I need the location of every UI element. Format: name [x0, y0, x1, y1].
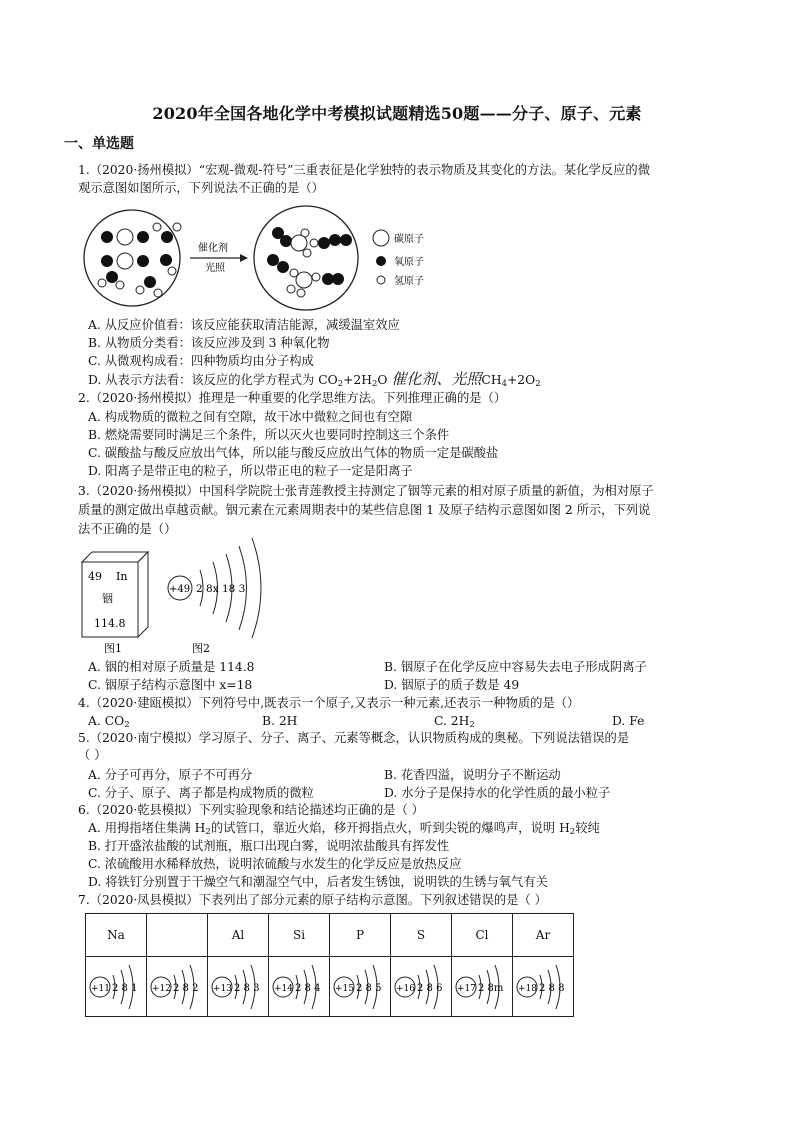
table-row-structures — [86, 957, 574, 1017]
table-cell-symbol — [147, 914, 208, 957]
electron-shells: 2 8x 18 3 — [196, 583, 246, 595]
nucleus-charge: +16 — [396, 984, 415, 994]
q1-option-a: A. 从反应价值看：该反应能获取清洁能源，减缓温室效应 — [88, 318, 400, 332]
electron-shells: 2 8m — [478, 983, 504, 994]
q3-option-b: B. 铟原子在化学反应中容易失去电子形成阴离子 — [384, 660, 647, 674]
atom-diagram-cell — [513, 957, 574, 1017]
q4-option-b: B. 2H — [262, 714, 298, 728]
atom-diagram-cell — [86, 957, 147, 1017]
cell-atomic-number: 49 — [88, 570, 102, 583]
q2-option-b: B. 燃烧需要同时满足三个条件，所以灭火也要同时控制这三个条件 — [88, 428, 450, 442]
q1-arrow-label-bottom: 光照 — [205, 263, 225, 274]
atom-diagram-cell — [147, 957, 208, 1017]
q4-option-a: A. $CO_2$ — [88, 714, 130, 730]
electron-shells: 2 8 1 — [112, 983, 138, 994]
q3-stem-line3: 法不正确的是（） — [78, 522, 177, 536]
q1-arrow-label-top: 催化剂 — [198, 243, 228, 254]
table-cell-symbol: P — [330, 914, 391, 957]
q6-option-c: C. 浓硫酸用水稀释放热，说明浓硫酸与水发生的化学反应是放热反应 — [88, 857, 462, 871]
atom-diagram-cell — [330, 957, 391, 1017]
q3-option-a: A. 铟的相对原子质量是 114.8 — [88, 660, 255, 674]
table-cell-symbol: Al — [208, 914, 269, 957]
legend-oxygen: 氧原子 — [394, 257, 424, 268]
q1-stem-line1: 1.（2020·扬州模拟）“宏观-微观-符号”三重表征是化学独特的表示物质及其变化的方法。某化学反应的微 — [78, 163, 650, 177]
table-cell-symbol: Cl — [452, 914, 513, 957]
q5-stem-line2: （ ） — [78, 748, 107, 762]
page-title: 2020年全国各地化学中考模拟试题精选50题——分子、原子、元素 — [152, 104, 642, 123]
electron-shells: 2 8 3 — [234, 983, 260, 994]
q3-stem-line2: 质量的测定做出卓越贡献。铟元素在元素周期表中的某些信息图 1 及原子结构示意图如图 2 所示，下列说 — [78, 503, 651, 517]
table-cell-symbol: Ar — [513, 914, 574, 957]
q7-stem: 7.（2020·凤县模拟）下表列出了部分元素的原子结构示意图。下列叙述错误的是（ ） — [78, 893, 547, 907]
nucleus-charge: +49 — [169, 584, 191, 595]
legend-hydrogen: 氢原子 — [394, 276, 424, 287]
nucleus-charge: +17 — [457, 984, 476, 994]
atom-diagram-cell — [452, 957, 513, 1017]
table-cell-symbol: Na — [86, 914, 147, 957]
atom-diagram-cell — [269, 957, 330, 1017]
q6-stem: 6.（2020·乾县模拟）下列实验现象和结论描述均正确的是（ ） — [78, 803, 424, 817]
q1-reaction-diagram — [80, 205, 440, 313]
nucleus-charge: +12 — [152, 984, 171, 994]
q3-option-c: C. 铟原子结构示意图中 x=18 — [88, 678, 253, 692]
electron-shells: 2 8 4 — [295, 983, 321, 994]
q4-option-d: D. Fe — [612, 714, 645, 728]
section-heading: 一、单选题 — [64, 136, 134, 152]
q5-option-c: C. 分子、原子、离子都是构成物质的微粒 — [88, 786, 314, 800]
q1-option-b: B. 从物质分类看：该反应涉及到 3 种氧化物 — [88, 336, 330, 350]
q5-option-a: A. 分子可再分，原子不可再分 — [88, 768, 253, 782]
table-cell-symbol: S — [391, 914, 452, 957]
q5-option-b: B. 花香四溢，说明分子不断运动 — [384, 768, 561, 782]
table-cell-symbol: Si — [269, 914, 330, 957]
table-row-symbols — [86, 914, 574, 957]
q4-stem: 4.（2020·建瓯模拟）下列符号中,既表示一个原子,又表示一种元素,还表示一种物质的是（） — [78, 696, 580, 710]
q5-option-d: D. 水分子是保持水的化学性质的最小粒子 — [384, 786, 611, 800]
atom-diagram-cell — [208, 957, 269, 1017]
catalyst-condition: 催化剂、光照 — [391, 370, 482, 388]
q2-option-d: D. 阳离子是带正电的粒子，所以带正电的粒子一定是阳离子 — [88, 464, 413, 478]
q1-option-c: C. 从微观构成看：四种物质均由分子构成 — [88, 354, 314, 368]
q4-option-c: C. $2H_2$ — [434, 714, 475, 730]
atomic-structure-table — [85, 913, 574, 1017]
q5-stem-line1: 5.（2020·南宁模拟）学习原子、分子、离子、元素等概念，认识物质构成的奥秘。下列说法错误的是 — [78, 731, 630, 745]
figure-2-label: 图2 — [192, 642, 210, 655]
q2-option-c: C. 碳酸盐与酸反应放出气体，所以能与酸反应放出气体的物质一定是碳酸盐 — [88, 446, 499, 460]
q6-option-b: B. 打开盛浓盐酸的试剂瓶，瓶口出现白雾，说明浓盐酸具有挥发性 — [88, 839, 450, 853]
q3-indium-figures — [76, 530, 276, 656]
q3-option-d: D. 铟原子的质子数是 49 — [384, 678, 520, 692]
cell-atomic-mass: 114.8 — [94, 617, 126, 630]
atom-diagram-cell — [391, 957, 452, 1017]
electron-shells: 2 8 8 — [539, 983, 565, 994]
q2-stem: 2.（2020·扬州模拟）推理是一种重要的化学思维方法。下列推理正确的是（） — [78, 391, 507, 405]
electron-shells: 2 8 5 — [356, 983, 382, 994]
figure-1-label: 图1 — [104, 642, 122, 655]
cell-symbol: In — [116, 570, 128, 583]
cell-element-name: 铟 — [102, 592, 113, 605]
q1-option-d: D. 从表示方法看：该反应的化学方程式为 $CO_2+2H_2O$ 催化剂、光照$CH_4+2O_2$ — [88, 370, 541, 389]
q6-option-d: D. 将铁钉分别置于干燥空气和潮湿空气中，后者发生锈蚀，说明铁的生锈与氧气有关 — [88, 875, 548, 889]
electron-shells: 2 8 6 — [417, 983, 443, 994]
electron-shells: 2 8 2 — [173, 983, 199, 994]
q6-option-a: A. 用拇指堵住集满 $H_2$的试管口，靠近火焰，移开拇指点火，听到尖锐的爆鸣声，说明 $H_2$较纯 — [88, 821, 600, 837]
nucleus-charge: +18 — [518, 984, 537, 994]
q3-stem-line1: 3.（2020·扬州模拟）中国科学院院士张青莲教授主持测定了铟等元素的相对原子质量的新值，为相对原子 — [78, 484, 654, 498]
nucleus-charge: +15 — [335, 984, 354, 994]
nucleus-charge: +11 — [91, 984, 110, 994]
nucleus-charge: +14 — [274, 984, 293, 994]
legend-carbon: 碳原子 — [394, 234, 424, 245]
q1-stem-line2: 观示意图如图所示，下列说法不正确的是（） — [78, 181, 324, 195]
q2-option-a: A. 构成物质的微粒之间有空隙，故干冰中微粒之间也有空隙 — [88, 410, 413, 424]
nucleus-charge: +13 — [213, 984, 232, 994]
